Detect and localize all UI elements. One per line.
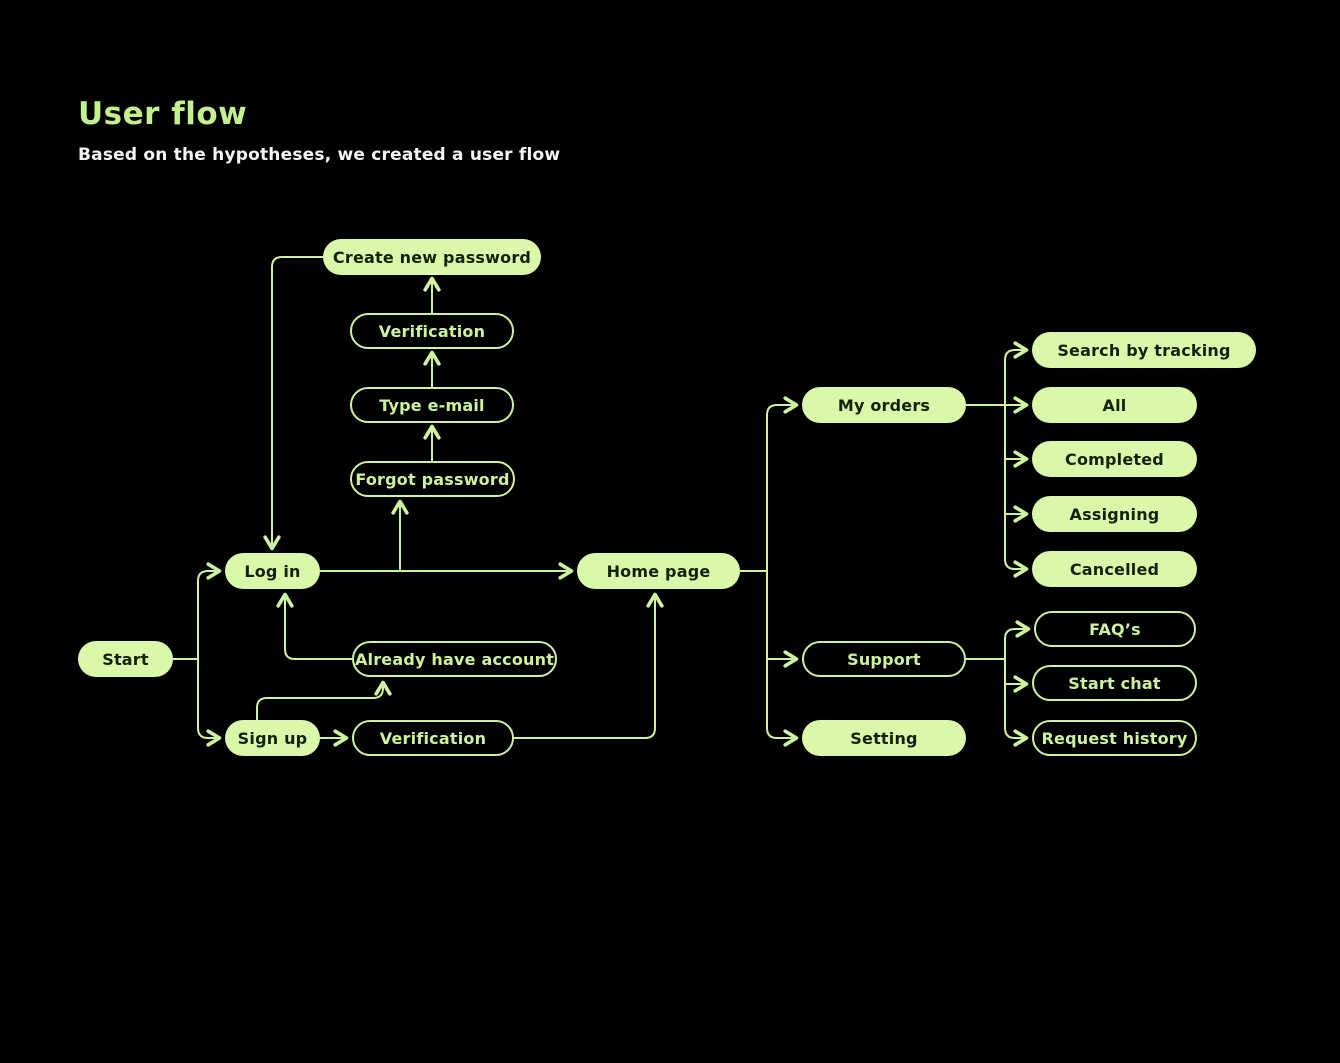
node-faqs: FAQ’s [1034, 611, 1196, 647]
node-start: Start [78, 641, 173, 677]
edge-trunk3-to-faqs [1005, 629, 1028, 659]
edge-trunk2-to-search [1005, 350, 1026, 405]
edge-start-to-login [198, 571, 219, 659]
node-verification-top: Verification [350, 313, 514, 349]
edge-create-to-login [272, 257, 323, 548]
node-all: All [1032, 387, 1197, 423]
node-sign-up: Sign up [225, 720, 320, 756]
node-support: Support [802, 641, 966, 677]
node-my-orders: My orders [802, 387, 966, 423]
node-forgot-password: Forgot password [350, 461, 515, 497]
node-verification-bottom: Verification [352, 720, 514, 756]
edge-start-to-signup [198, 659, 219, 738]
node-home-page: Home page [577, 553, 740, 589]
page-title: User flow [78, 96, 248, 132]
edge-trunk1-to-setting [767, 571, 796, 738]
node-already-have-account: Already have account [352, 641, 557, 677]
node-setting: Setting [802, 720, 966, 756]
node-type-e-mail: Type e-mail [350, 387, 514, 423]
edge-trunk3-to-request [1005, 659, 1026, 738]
node-search-by-tracking: Search by tracking [1032, 332, 1256, 368]
page-subtitle: Based on the hypotheses, we created a user flow [78, 145, 561, 165]
edge-trunk1-to-myorders [767, 405, 796, 571]
node-assigning: Assigning [1032, 496, 1197, 532]
node-start-chat: Start chat [1032, 665, 1197, 701]
node-create-new-password: Create new password [323, 239, 541, 275]
edge-signup-to-already [257, 683, 383, 720]
node-completed: Completed [1032, 441, 1197, 477]
edge-already-to-login [285, 595, 352, 659]
edge-trunk2-to-cancelled [1005, 405, 1026, 569]
node-log-in: Log in [225, 553, 320, 589]
node-request-history: Request history [1032, 720, 1197, 756]
node-cancelled: Cancelled [1032, 551, 1197, 587]
